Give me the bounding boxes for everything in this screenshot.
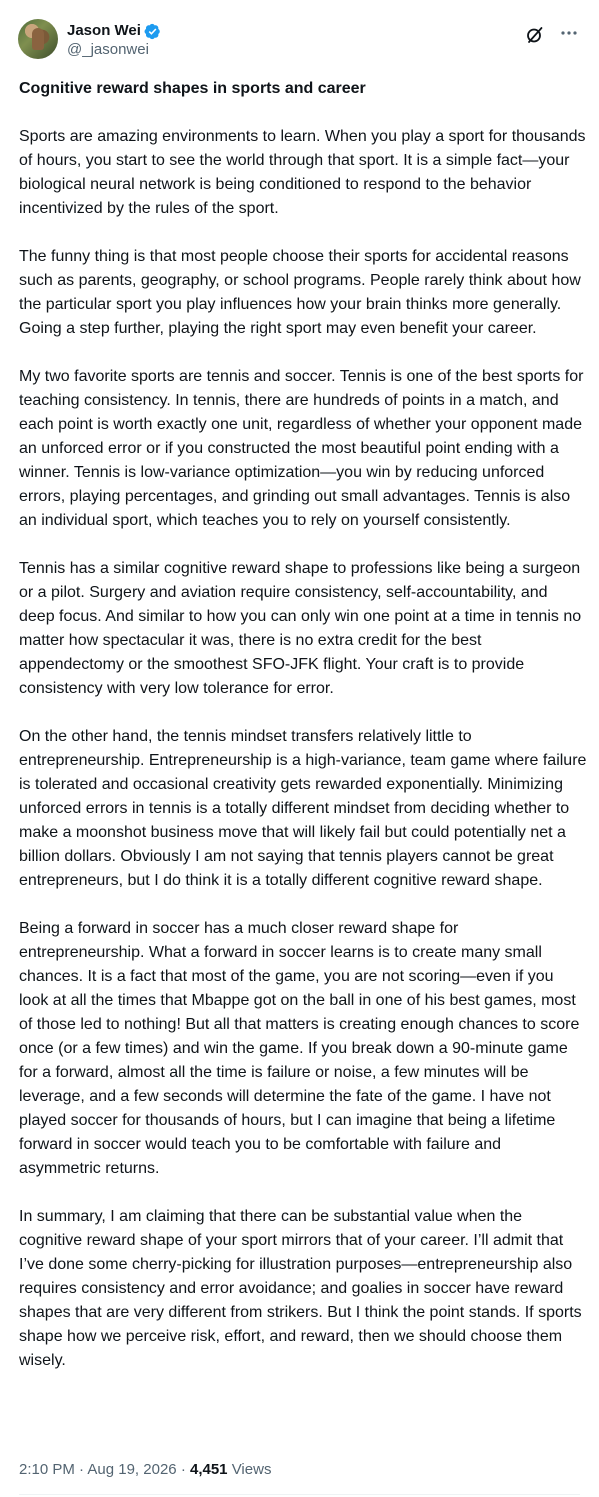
post-paragraph: Sports are amazing environments to learn. When you play a sport for thousands of hours, you start to see the world through that sport. It is a simple fact—your biological neural network is being conditioned to respond to the behavior incentivized by the rules of the sport.: [19, 128, 586, 217]
post-body: [19, 125, 587, 1373]
display-name-row: [67, 22, 161, 40]
post-title: Cognitive reward shapes in sports and career: [19, 80, 366, 97]
more-options-icon[interactable]: [559, 23, 579, 45]
author-handle[interactable]: @_jasonwei: [67, 41, 149, 58]
divider: [19, 1494, 580, 1495]
meta-separator: ·: [180, 1461, 186, 1478]
verified-badge-icon[interactable]: [144, 23, 161, 40]
avatar[interactable]: [18, 19, 58, 59]
post-paragraph: The funny thing is that most people choose their sports for accidental reasons such as parents, geography, or school programs. People rarely think about how the particular sport you play influences how your brain thinks more generally. Going a step further, playing the right sport may even benefit your career.: [19, 248, 581, 337]
post-date[interactable]: Aug 19, 2026: [87, 1461, 177, 1478]
post-time[interactable]: 2:10 PM: [19, 1461, 75, 1478]
author-names: [67, 22, 161, 59]
post-paragraph: On the other hand, the tennis mindset transfers relatively little to entrepreneurship. Entrepreneurship is a high-variance, team game where failure is tolerated and occasional creativity gets rewarded exponentially. Minimizing unforced errors in tennis is a totally different mindset from deciding whether to make a moonshot business move that will likely fail but could potentially net a billion dollars. Obviously I am not saying that tennis players cannot be great entrepreneurs, but I do think it is a totally different cognitive reward shape.: [19, 728, 587, 889]
post-paragraph: Being a forward in soccer has a much closer reward shape for entrepreneurship. What a forward in soccer learns is to create many small chances. It is a fact that most of the game, you are not scoring—even if you look at all the times that Mbappe got on the ball in one of his best games, most of those led to nothing! But all that matters is creating enough chances to score once (or a few times) and win the game. If you break down a 90-minute game for a forward, almost all the time is failure or noise, a few minutes will be leverage, and a few seconds will determine the fate of the game. I have not played soccer for thousands of hours, but I can imagine that being a lifetime forward in soccer would teach you to be comfortable with failure and asymmetric returns.: [19, 920, 580, 1177]
author-display-name[interactable]: Jason Wei: [67, 22, 141, 39]
post-paragraph: Tennis has a similar cognitive reward shape to professions like being a surgeon or a pilot. Surgery and aviation require consistency, self-accountability, and deep focus. And similar to how you can only win one point at a time in tennis no matter how spectacular it was, there is no extra credit for the best appendectomy or the smoothest SFO-JFK flight. Your craft is to provide consistency with very low tolerance for error.: [19, 560, 582, 697]
post-meta: [19, 1460, 271, 1480]
views-count: 4,451: [189, 1461, 228, 1478]
post-paragraph: My two favorite sports are tennis and soccer. Tennis is one of the best sports for teaching consistency. In tennis, there are hundreds of points in a match, and each point is worth exactly one unit, regardless of whether your opponent made an unforced error or if you constructed the most beautiful point ending with a winner. Tennis is low-variance optimization—you win by reducing unforced errors, playing percentages, and grinding out small advantages. Tennis is also an individual sport, which teaches you to rely on yourself consistently.: [19, 368, 584, 529]
post-paragraph: In summary, I am claiming that there can be substantial value when the cognitive reward shape of your sport mirrors that of your career. I’ll admit that I’ve done some cherry-picking for illustration purposes—entrepreneurship also requires consistency and error avoidance; and goalies in soccer have reward shapes that are very different from strikers. But I think the point stands. If sports shape how we perceive risk, effort, and reward, then we should choose them wisely.: [19, 1208, 582, 1369]
meta-separator: ·: [79, 1461, 85, 1478]
views-label: Views: [231, 1461, 272, 1478]
avatar-figure: [32, 28, 44, 50]
post-header: [18, 19, 581, 63]
grok-icon[interactable]: [525, 25, 545, 45]
